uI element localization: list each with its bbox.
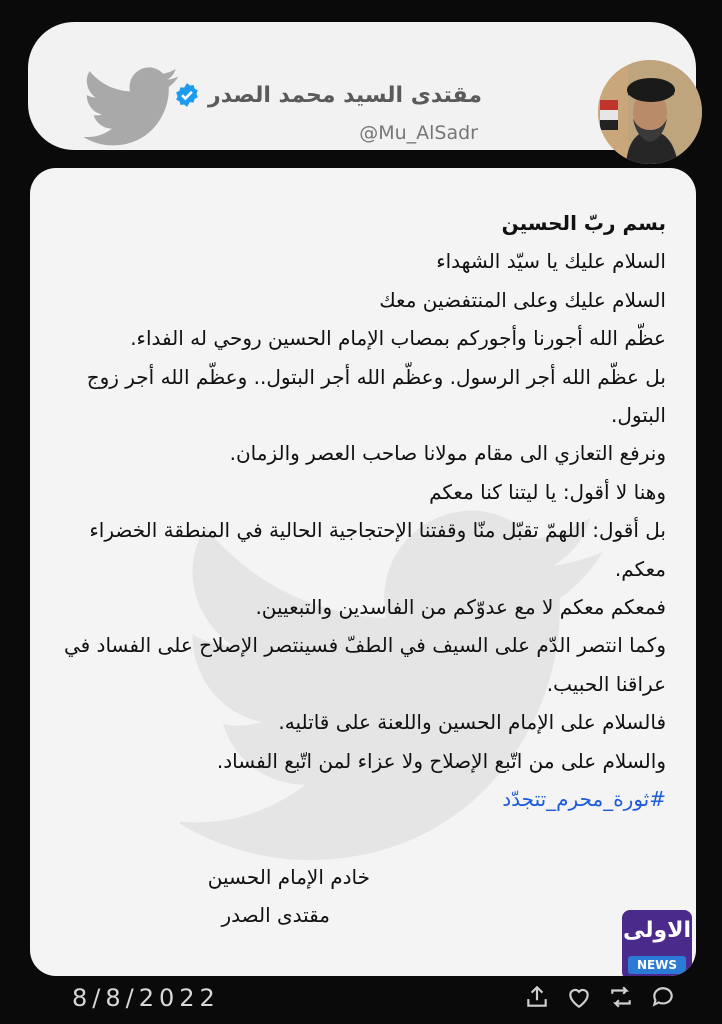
name-row <box>174 82 482 108</box>
profile-header-card <box>28 22 696 150</box>
share-icon <box>524 984 550 1010</box>
tweet-line: وكما انتصر الدّم على السيف في الطفّ فسينتصر الإصلاح على الفساد في عراقنا الحبيب. <box>63 633 666 696</box>
news-logo <box>622 910 692 976</box>
logo-word: الاولى <box>622 918 692 943</box>
tweet-line: السلام عليك يا سيّد الشهداء <box>436 249 666 274</box>
tweet-line: السلام عليك وعلى المنتفضين معك <box>379 287 666 312</box>
reply-button[interactable] <box>650 984 676 1010</box>
avatar[interactable] <box>598 60 702 164</box>
share-button[interactable] <box>524 984 550 1010</box>
tweet-date: 8/8/2022 <box>72 984 220 1012</box>
tweet-line: وهنا لا أقول: يا ليتنا كنا معكم <box>429 479 666 504</box>
retweet-icon <box>608 984 634 1010</box>
tweet-line: بل أقول: اللهمّ تقبّل منّا وقفتنا الإحتجاجية الحالية في المنطقة الخضراء معكم. <box>89 518 666 581</box>
logo-news-badge: NEWS <box>628 956 686 974</box>
tweet-line: بسم ربّ الحسين <box>501 211 666 235</box>
profile-handle[interactable]: @Mu_AlSadr <box>359 122 478 144</box>
twitter-bird-icon <box>84 66 180 148</box>
verified-icon <box>174 82 200 108</box>
like-button[interactable] <box>566 984 592 1010</box>
tweet-line: عظّم الله أجورنا وأجوركم بمصاب الإمام الحسين روحي له الفداء. <box>130 326 666 351</box>
tweet-line: فالسلام على الإمام الحسين واللعنة على قاتليه. <box>278 710 666 735</box>
tweet-text <box>46 204 666 818</box>
tweet-line: فمعكم معكم لا مع عدوّكم من الفاسدين والتبعيين. <box>255 595 666 620</box>
hashtag-link[interactable]: #ثورة_محرم_تتجدّد <box>502 787 666 812</box>
like-icon <box>566 984 592 1010</box>
reply-icon <box>650 984 676 1010</box>
tweet-line: بل عظّم الله أجر الرسول. وعظّم الله أجر البتول.. وعظّم الله أجر زوج البتول. <box>86 364 666 428</box>
tweet-actions <box>524 984 676 1010</box>
tweet-line: ونرفع التعازي الى مقام مولانا صاحب العصر والزمان. <box>229 441 666 466</box>
signature-title: خادم الإمام الحسين <box>207 865 370 889</box>
signature <box>150 858 370 934</box>
retweet-button[interactable] <box>608 984 634 1010</box>
signature-name: مقتدى الصدر <box>221 903 330 927</box>
tweet-line: والسلام على من اتّبع الإصلاح ولا عزاء لمن اتّبع الفساد. <box>216 748 666 773</box>
profile-name[interactable]: مقتدى السيد محمد الصدر <box>208 82 482 108</box>
tweet-card <box>30 168 696 976</box>
avatar-portrait-image <box>598 60 702 164</box>
